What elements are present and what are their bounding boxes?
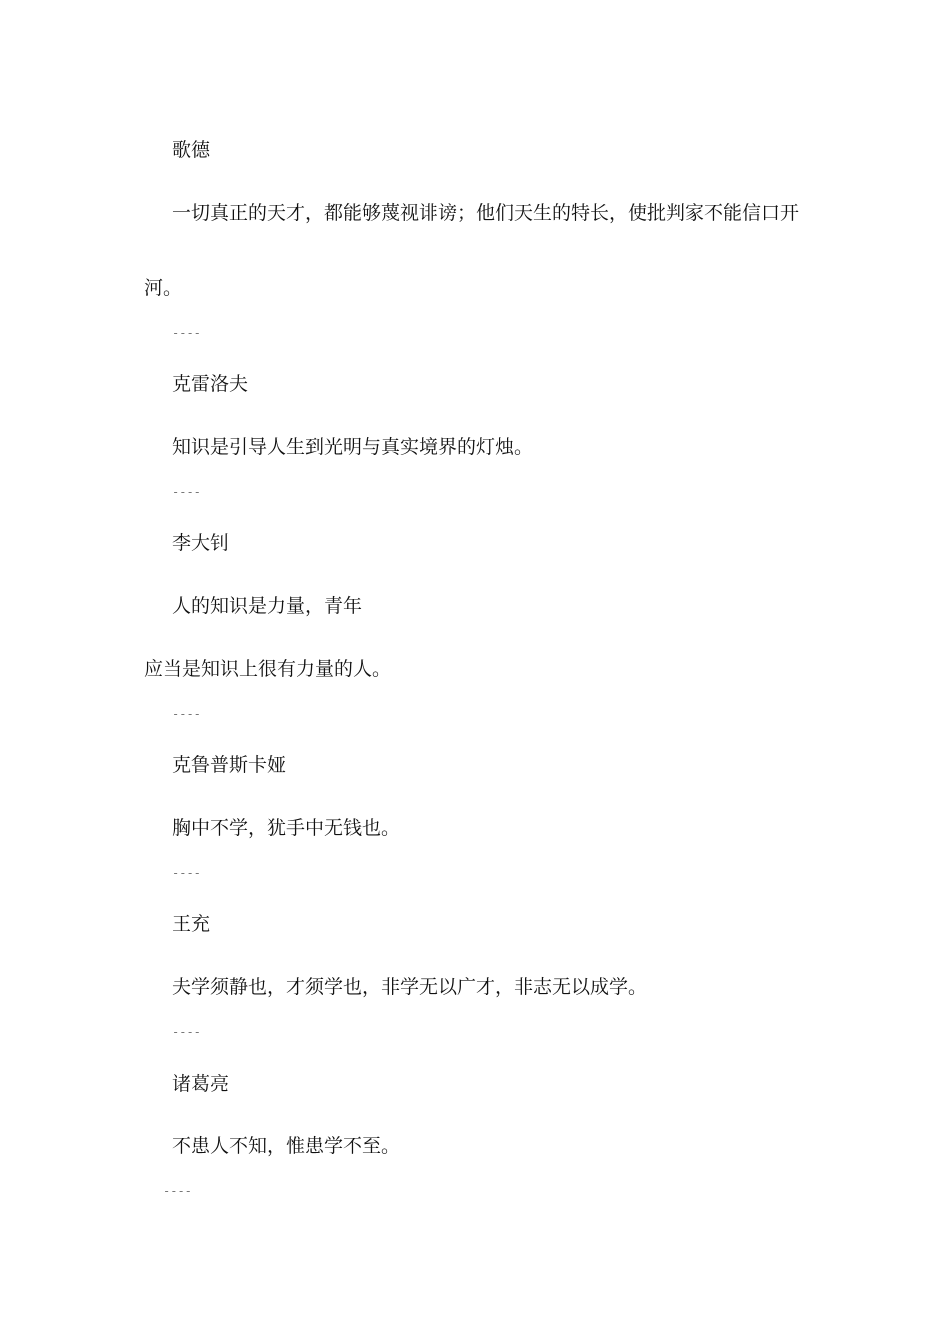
- author-wang-chong: 王充: [172, 913, 211, 935]
- quote-line: 夫学须静也，才须学也，非学无以广才，非志无以成学。: [172, 976, 648, 998]
- author-li-dazhao: 李大钊: [172, 532, 230, 554]
- quote-line: 一切真正的天才，都能够蔑视诽谤；他们天生的特长，使批判家不能信口开: [172, 202, 800, 224]
- separator: ----: [172, 1025, 201, 1039]
- quote-line: 河。: [144, 277, 183, 299]
- quote-line: 人的知识是力量，青年: [172, 595, 363, 617]
- quote-line: 应当是知识上很有力量的人。: [144, 658, 392, 680]
- quote-line: 不患人不知，惟患学不至。: [172, 1135, 401, 1157]
- separator: ----: [163, 1184, 192, 1198]
- separator: ----: [172, 866, 201, 880]
- quote-line: 胸中不学，犹手中无钱也。: [172, 817, 401, 839]
- author-krylov: 克雷洛夫: [172, 373, 249, 395]
- separator: ----: [172, 707, 201, 721]
- author-goethe: 歌德: [172, 139, 211, 161]
- quote-line: 知识是引导人生到光明与真实境界的灯烛。: [172, 436, 534, 458]
- author-zhuge-liang: 诸葛亮: [172, 1073, 230, 1095]
- author-krupskaya: 克鲁普斯卡娅: [172, 754, 287, 776]
- separator: ----: [172, 326, 201, 340]
- separator: ----: [172, 485, 201, 499]
